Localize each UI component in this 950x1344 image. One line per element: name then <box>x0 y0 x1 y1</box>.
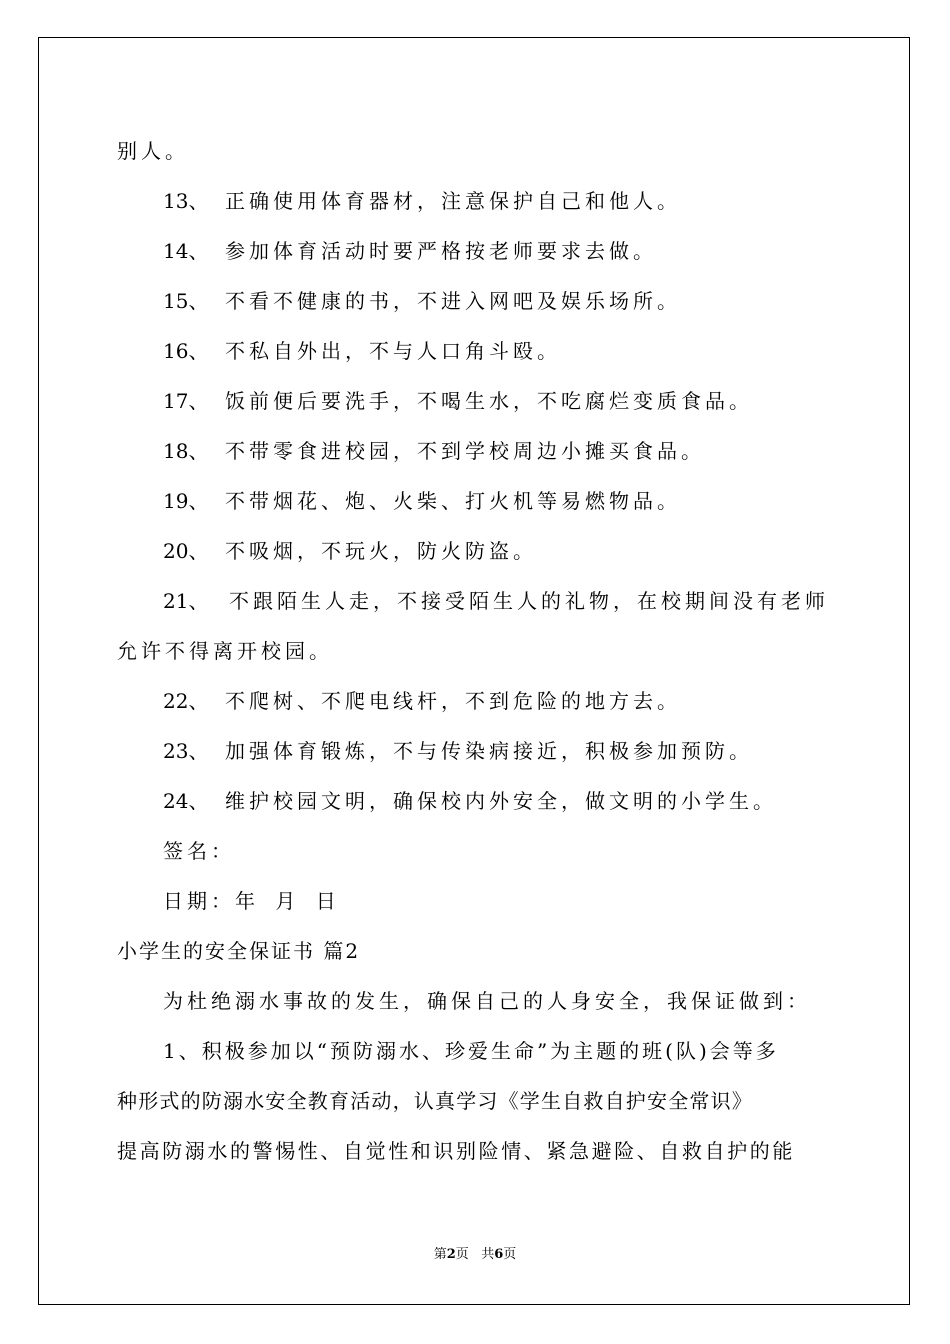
item-number: 19、 <box>163 489 209 513</box>
item-number: 22、 <box>163 689 209 713</box>
item-text: 不爬树、不爬电线杆，不到危险的地方去。 <box>225 689 681 713</box>
page-footer <box>0 1247 950 1263</box>
paragraph-line: 1、积极参加以“预防溺水、珍爱生命”为主题的班(队)会等多 <box>163 1039 779 1063</box>
item-text: 加强体育锻炼，不与传染病接近，积极参加预防。 <box>225 739 753 763</box>
list-item-15 <box>163 287 681 315</box>
item-text: 参加体育活动时要严格按老师要求去做。 <box>225 239 657 263</box>
item-text: 不吸烟，不玩火，防火防盗。 <box>225 539 537 563</box>
list-item-22 <box>163 687 681 715</box>
total-suffix: 页 <box>503 1247 517 1262</box>
list-item-16 <box>163 337 561 365</box>
item-number: 20、 <box>163 539 209 563</box>
page-prefix: 第 <box>433 1247 447 1262</box>
text-line: 允许不得离开校园。 <box>117 639 333 663</box>
item-number: 24、 <box>163 789 209 813</box>
item-number: 17、 <box>163 389 209 413</box>
list-item-13 <box>163 187 681 215</box>
paragraph-intro: 为杜绝溺水事故的发生，确保自己的人身安全，我保证做到： <box>163 989 811 1013</box>
item-text: 不带零食进校园，不到学校周边小摊买食品。 <box>225 439 705 463</box>
item-number: 15、 <box>163 289 209 313</box>
item-text: 不看不健康的书，不进入网吧及娱乐场所。 <box>225 289 681 313</box>
paragraph-line: 提高防溺水的警惕性、自觉性和识别险情、紧急避险、自救自护的能 <box>117 1139 795 1163</box>
item-text: 不私自外出，不与人口角斗殴。 <box>225 339 561 363</box>
item-text: 不跟陌生人走，不接受陌生人的礼物，在校期间没有老师 <box>229 589 829 613</box>
item-number: 14、 <box>163 239 209 263</box>
page-number: 2 <box>446 1247 456 1262</box>
item-number: 21、 <box>163 589 209 613</box>
total-prefix: 共 <box>481 1247 495 1262</box>
item-number: 23、 <box>163 739 209 763</box>
page-suffix: 页 <box>455 1247 469 1262</box>
item-number: 18、 <box>163 439 209 463</box>
item-number: 16、 <box>163 339 209 363</box>
list-item-19 <box>163 487 681 515</box>
list-item-18 <box>163 437 705 465</box>
item-number: 13、 <box>163 189 209 213</box>
list-item-23 <box>163 737 753 765</box>
item-text: 饭前便后要洗手，不喝生水，不吃腐烂变质食品。 <box>225 389 753 413</box>
paragraph-line: 种形式的防溺水安全教育活动，认真学习《学生自救自护安全常识》 <box>117 1089 753 1113</box>
signature-label: 签名： <box>163 839 235 863</box>
list-item-21 <box>163 587 829 615</box>
list-item-14 <box>163 237 657 265</box>
item-text: 不带烟花、炮、火柴、打火机等易燃物品。 <box>225 489 681 513</box>
section-heading: 小学生的安全保证书 篇2 <box>117 939 361 963</box>
list-item-24 <box>163 787 777 815</box>
list-item-20 <box>163 537 537 565</box>
item-text: 维护校园文明，确保校内外安全，做文明的小学生。 <box>225 789 777 813</box>
list-item-17 <box>163 387 753 415</box>
text-line: 别人。 <box>117 139 189 163</box>
item-text: 正确使用体育器材，注意保护自己和他人。 <box>225 189 681 213</box>
date-label: 日期：年 月 日 <box>163 889 340 913</box>
total-pages: 6 <box>494 1247 504 1262</box>
